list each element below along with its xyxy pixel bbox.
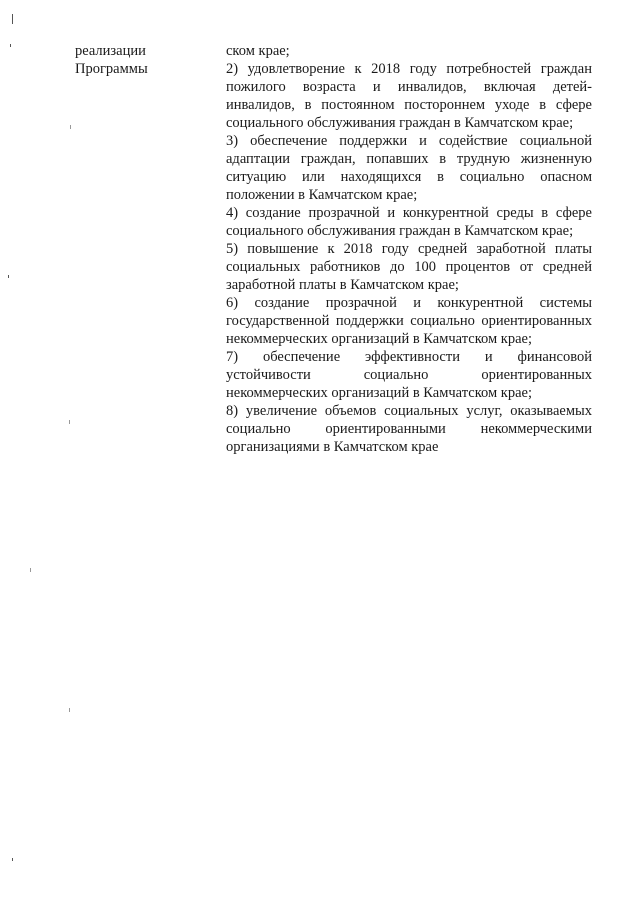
list-item: 6) создание прозрачной и конкурентной системы государственной поддержки социально ориентированных некоммерческих организаций в Камчатском крае; <box>226 295 592 347</box>
scan-mark <box>69 708 70 712</box>
scan-mark <box>8 275 9 278</box>
scan-mark <box>12 858 13 861</box>
list-item: 7) обеспечение эффективности и финансовой устойчивости социально ориентированных некоммерческих организаций в Камчатском крае; <box>226 349 592 401</box>
list-item: 5) повышение к 2018 году средней заработной платы социальных работников до 100 процентов от средней заработной платы в Камчатском крае; <box>226 241 592 293</box>
label-line: реализации <box>75 43 146 59</box>
table-label-cell <box>75 42 223 78</box>
scan-mark <box>12 14 13 24</box>
scan-mark <box>69 420 70 424</box>
scan-mark <box>10 44 11 47</box>
scan-mark <box>70 125 71 129</box>
list-item: 8) увеличение объемов социальных услуг, оказываемых социально ориентированными некоммерческими организациями в Камчатском крае <box>226 403 592 455</box>
list-item: 3) обеспечение поддержки и содействие социальной адаптации граждан, попавших в трудную жизненную ситуацию или находящихся в социально опасном положении в Камчатском крае; <box>226 133 592 203</box>
table-content-cell <box>226 42 592 456</box>
scan-mark <box>30 568 31 572</box>
list-item: 2) удовлетворение к 2018 году потребностей граждан пожилого возраста и инвалидов, включая детей-инвалидов, в постоянном постороннем уходе в сфере социального обслуживания граждан в Камчатском крае; <box>226 61 592 131</box>
label-line: Программы <box>75 61 148 77</box>
continuation-text: ском крае; <box>226 43 290 59</box>
list-item: 4) создание прозрачной и конкурентной среды в сфере социального обслуживания граждан в Камчатском крае; <box>226 205 592 239</box>
